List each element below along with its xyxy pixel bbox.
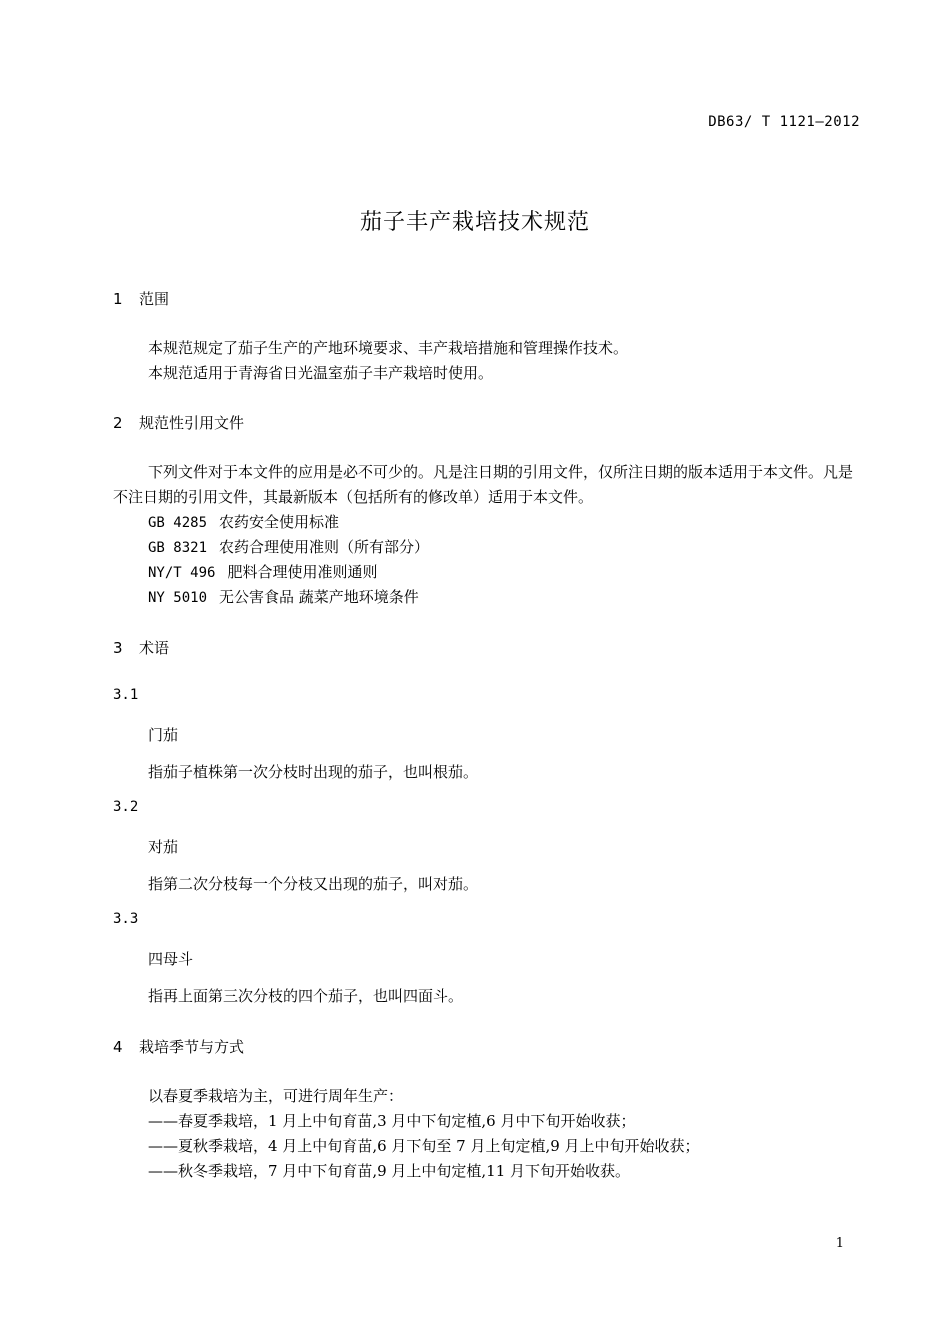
reference-item <box>148 536 429 557</box>
reference-name: 无公害食品 蔬菜产地环境条件 <box>219 588 419 606</box>
term-number: 3.3 <box>113 911 139 927</box>
reference-item <box>148 561 377 582</box>
section-1-paragraph: 本规范规定了茄子生产的产地环境要求、丰产栽培措施和管理操作技术。 <box>148 339 629 357</box>
reference-code: GB 4285 <box>148 515 208 531</box>
document-title: 茄子丰产栽培技术规范 <box>359 210 590 235</box>
section-title: 栽培季节与方式 <box>139 1038 245 1056</box>
page-number: 1 <box>835 1236 844 1251</box>
list-item: ——秋冬季栽培，7 月中下旬育苗,9 月上中旬定植,11 月下旬开始收获。 <box>148 1162 631 1180</box>
reference-name: 肥料合理使用准则通则 <box>227 563 378 581</box>
list-item: ——夏秋季栽培，4 月上中旬育苗,6 月下旬至 7 月上旬定植,9 月上中旬开始收获； <box>148 1137 700 1155</box>
section-3-heading <box>113 637 169 658</box>
list-item: ——春夏季栽培，1 月上中旬育苗,3 月中下旬定植,6 月中下旬开始收获； <box>148 1112 636 1130</box>
term-name: 四母斗 <box>148 950 194 968</box>
section-1-paragraph: 本规范适用于青海省日光温室茄子丰产栽培时使用。 <box>148 364 494 382</box>
section-number: 4 <box>113 1038 123 1056</box>
term-name: 门茄 <box>148 726 179 744</box>
section-number: 1 <box>113 290 123 308</box>
section-title: 范围 <box>139 290 170 308</box>
section-4-intro: 以春夏季栽培为主，可进行周年生产： <box>148 1087 404 1105</box>
term-definition: 指第二次分枝每一个分枝又出现的茄子，叫对茄。 <box>148 875 479 893</box>
reference-code: NY/T 496 <box>148 565 216 581</box>
reference-name: 农药合理使用准则（所有部分） <box>219 538 430 556</box>
section-title: 术语 <box>139 639 170 657</box>
standard-code: DB63/ T 1121—2012 <box>708 114 860 130</box>
section-1-heading <box>113 288 169 309</box>
section-2-intro: 下列文件对于本文件的应用是必不可少的。凡是注日期的引用文件，仅所注日期的版本适用于本文件。凡是不注日期的引用文件，其最新版本（包括所有的修改单）适用于本文件。 <box>113 463 854 506</box>
section-2-heading <box>113 412 244 433</box>
reference-code: GB 8321 <box>148 540 208 556</box>
term-name: 对茄 <box>148 838 179 856</box>
term-definition: 指再上面第三次分枝的四个茄子，也叫四面斗。 <box>148 987 464 1005</box>
reference-item <box>148 586 419 607</box>
term-number: 3.2 <box>113 799 139 815</box>
term-definition: 指茄子植株第一次分枝时出现的茄子，也叫根茄。 <box>148 763 479 781</box>
section-4-heading <box>113 1036 244 1057</box>
term-number: 3.1 <box>113 687 139 703</box>
reference-code: NY 5010 <box>148 590 208 606</box>
section-number: 3 <box>113 639 123 657</box>
section-title: 规范性引用文件 <box>139 414 245 432</box>
reference-item <box>148 511 339 532</box>
section-number: 2 <box>113 414 123 432</box>
reference-name: 农药安全使用标准 <box>219 513 340 531</box>
